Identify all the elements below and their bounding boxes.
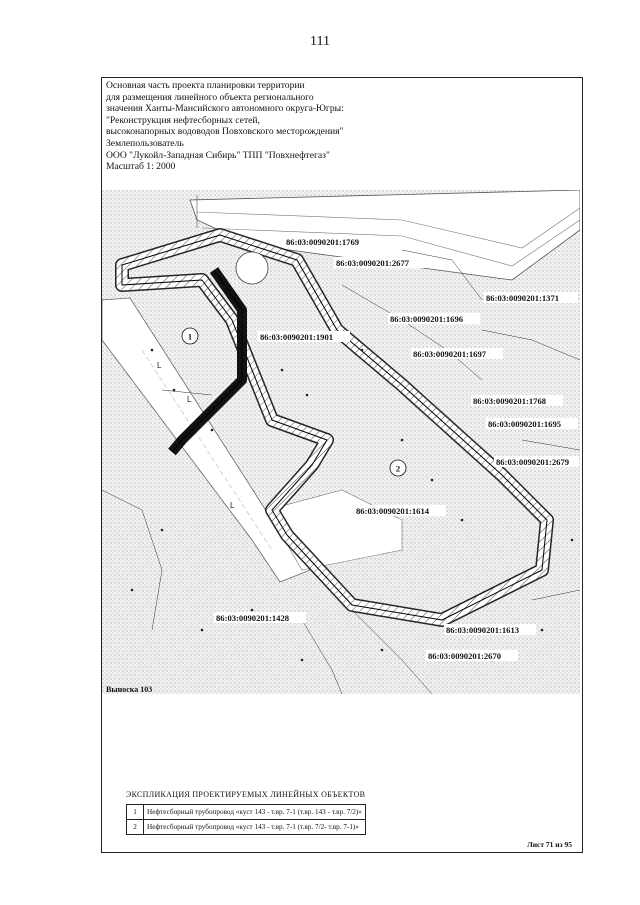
page-number: 111: [310, 34, 330, 49]
parcel-label: 86:03:0090201:2677: [336, 258, 410, 268]
header-line: ООО "Лукойл-Западная Сибирь" ТПП "Повхнефтегаз": [106, 149, 330, 161]
sheet-number: Лист 71 из 95: [527, 840, 572, 849]
route-marker-1: [182, 328, 198, 344]
route-marker-2: [390, 460, 406, 476]
legend-table: [126, 804, 366, 835]
route-marker-label: 2: [395, 463, 401, 474]
legend-row: [127, 805, 366, 820]
legend-row-number: 1: [127, 805, 144, 820]
parcel-label: 86:03:0090201:1769: [286, 237, 360, 247]
header-line: Землепользователь: [106, 137, 184, 149]
sheet-header: [106, 80, 576, 173]
header-line: значения Ханты-Мансийского автономного округа-Югры:: [106, 103, 344, 115]
parcel-label: 86:03:0090201:1613: [446, 625, 520, 635]
parcel-label: 86:03:0090201:1901: [260, 332, 334, 342]
map-drawing: [102, 190, 580, 694]
parcel-label: 86:03:0090201:2670: [428, 651, 502, 661]
header-line: Основная часть проекта планировки территории: [106, 80, 305, 91]
svg-text:L: L: [157, 361, 162, 370]
header-line: Масштаб 1: 2000: [106, 161, 176, 173]
legend-row-number: 2: [127, 820, 144, 835]
parcel-label: 86:03:0090201:1696: [390, 314, 464, 324]
header-line: высоконапорных водоводов Повховского месторождения": [106, 126, 344, 138]
tank-circle: [236, 252, 268, 284]
legend-row-text: Нефтесборный трубопровод «куст 143 - т.вр. 7-1 (т.вр. 7/2- т.вр. 7-1)»: [144, 820, 366, 835]
parcel-label: 86:03:0090201:1614: [356, 506, 430, 516]
parcel-label: 86:03:0090201:1695: [488, 419, 562, 429]
route-marker-label: 1: [187, 331, 193, 342]
callout-label: Выноска 103: [106, 685, 153, 694]
parcel-label: 86:03:0090201:1697: [413, 349, 487, 359]
svg-text:L: L: [230, 501, 235, 510]
parcel-label: 86:03:0090201:1428: [216, 613, 290, 623]
header-line: "Реконструкция нефтесборных сетей,: [106, 114, 260, 126]
legend-row-text: Нефтесборный трубопровод «куст 143 - т.вр. 7-1 (т.вр. 143 - т.вр. 7/2)»: [144, 805, 366, 820]
parcel-label: 86:03:0090201:1768: [473, 396, 547, 406]
svg-text:L: L: [187, 395, 192, 404]
parcel-label: 86:03:0090201:2679: [496, 457, 570, 467]
legend-row: [127, 820, 366, 835]
legend-title: ЭКСПЛИКАЦИЯ ПРОЕКТИРУЕМЫХ ЛИНЕЙНЫХ ОБЪЕКТОВ: [126, 790, 366, 799]
header-line: для размещения линейного объекта регионального: [106, 91, 314, 103]
parcel-label: 86:03:0090201:1371: [486, 293, 560, 303]
